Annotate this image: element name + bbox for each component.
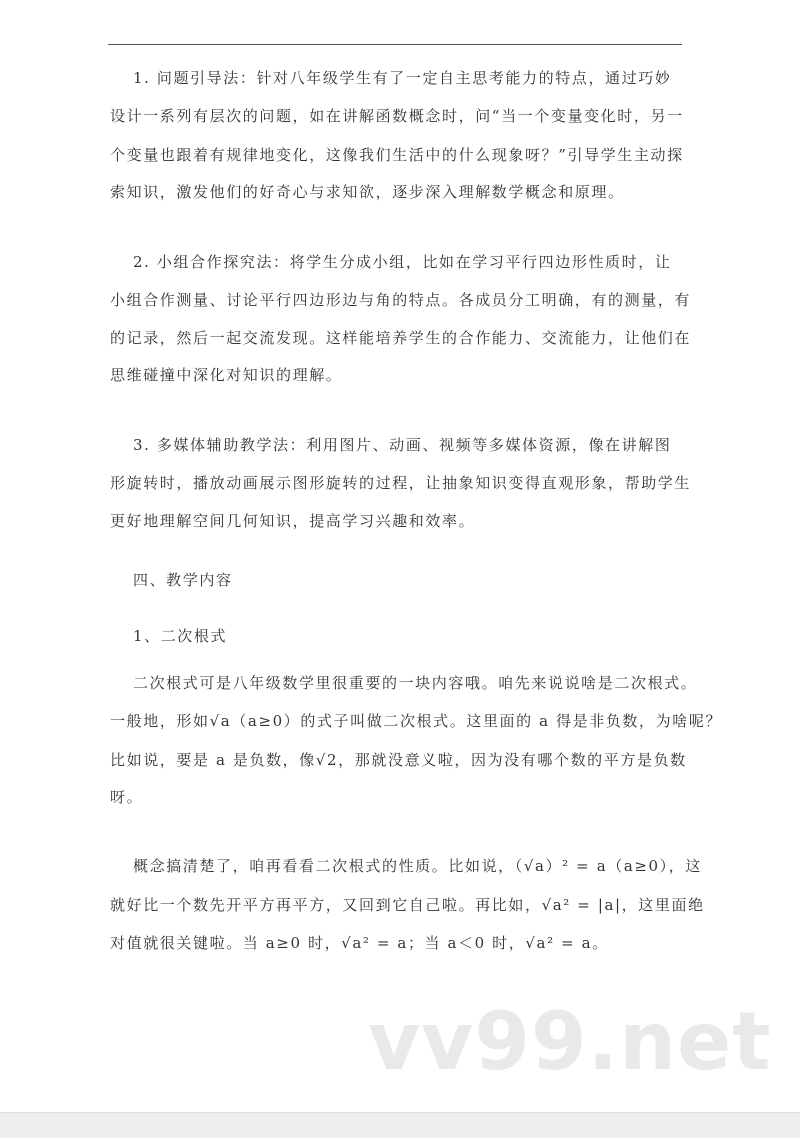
paragraph-line: 对值就很关键啦。当 a≥0 时，√a² = a；当 a＜0 时，√a² = a。 <box>110 934 609 952</box>
paragraph-line: 形旋转时，播放动画展示图形旋转的过程，让抽象知识变得直观形象，帮助学生 <box>110 474 692 492</box>
paragraph-line: 更好地理解空间几何知识，提高学习兴趣和效率。 <box>110 512 476 530</box>
header-rule <box>108 44 682 45</box>
paragraph-line: 呀。 <box>110 788 144 806</box>
paragraph-line: 比如说，要是 a 是负数，像√2，那就没意义啦，因为没有哪个数的平方是负数 <box>110 751 687 769</box>
paragraph-line: 个变量也跟着有规律地变化，这像我们生活中的什么现象呀？”引导学生主动探 <box>110 146 684 164</box>
paragraph-line: 3. 多媒体辅助教学法：利用图片、动画、视频等多媒体资源，像在讲解图 <box>110 436 672 454</box>
paragraph-line: 概念搞清楚了，咱再看看二次根式的性质。比如说，（√a）² = a（a≥0），这 <box>110 857 702 875</box>
paragraph-line: 2. 小组合作探究法：将学生分成小组，比如在学习平行四边形性质时，让 <box>110 253 672 271</box>
paragraph-line: 的记录，然后一起交流发现。这样能培养学生的合作能力、交流能力，让他们在 <box>110 329 692 347</box>
section-heading: 1、二次根式 <box>110 627 228 645</box>
section-heading: 四、教学内容 <box>110 571 233 589</box>
bottom-scroll-bar[interactable] <box>0 1112 800 1138</box>
paragraph-line: 一般地，形如√a（a≥0）的式子叫做二次根式。这里面的 a 得是非负数，为啥呢？ <box>110 712 723 730</box>
watermark: vv99.net <box>368 995 772 1088</box>
paragraph-line: 二次根式可是八年级数学里很重要的一块内容哦。咱先来说说啥是二次根式。 <box>110 674 698 692</box>
paragraph-line: 1. 问题引导法：针对八年级学生有了一定自主思考能力的特点，通过巧妙 <box>110 69 672 87</box>
paragraph-line: 思维碰撞中深化对知识的理解。 <box>110 366 343 384</box>
paragraph-line: 就好比一个数先开平方再平方，又回到它自己啦。再比如，√a² = |a|，这里面绝 <box>110 896 705 914</box>
paragraph-line: 设计一系列有层次的问题，如在讲解函数概念时，问“当一个变量变化时，另一 <box>110 107 684 125</box>
paragraph-line: 索知识，激发他们的好奇心与求知欲，逐步深入理解数学概念和原理。 <box>110 183 625 201</box>
paragraph-line: 小组合作测量、讨论平行四边形边与角的特点。各成员分工明确，有的测量，有 <box>110 291 692 309</box>
